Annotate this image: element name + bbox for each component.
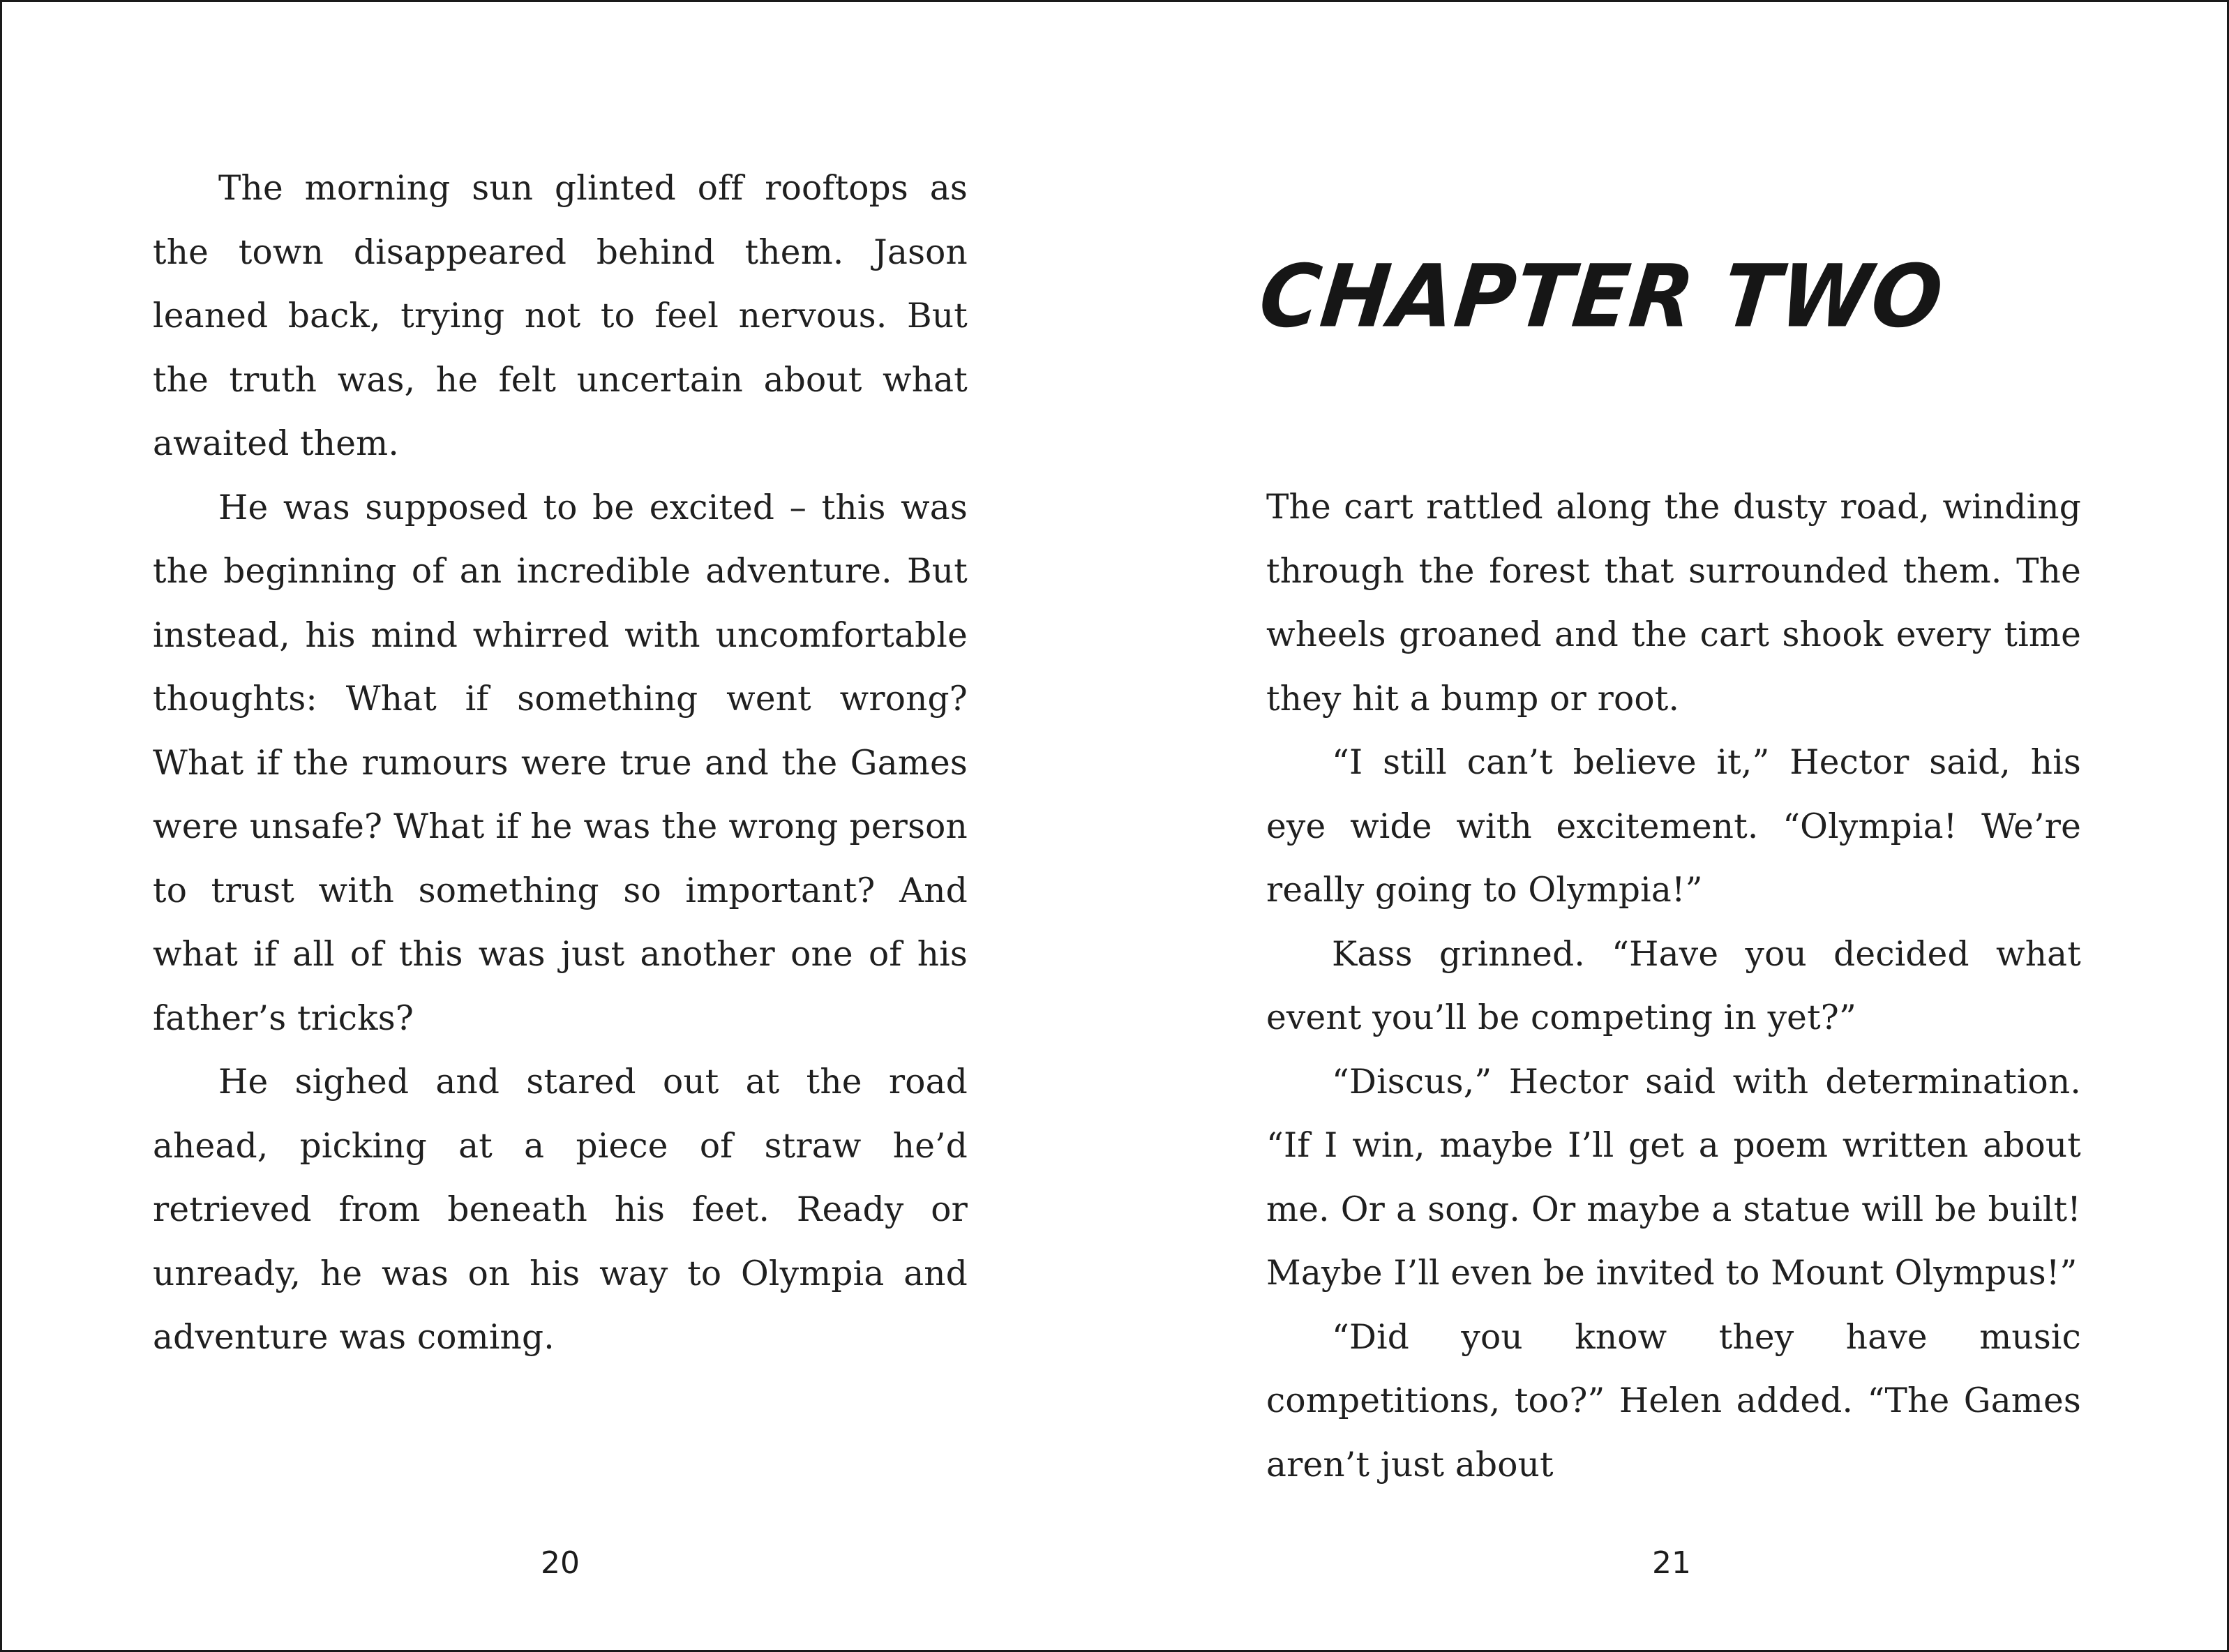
paragraph: The cart rattled along the dusty road, winding through the forest that surrounded them. The wheels groaned and the cart shook every time they hit a bump or root.: [1266, 488, 2081, 719]
chapter-title: CHAPTER TWO: [1254, 246, 1949, 347]
paragraph: “Did you know they have music competitions, too?” Helen added. “The Games aren’t just about: [1266, 1317, 2081, 1485]
paragraph: “I still can’t believe it,” Hector said, his eye wide with excitement. “Olympia! We’re really going to Olympia!”: [1266, 743, 2081, 910]
paragraph: He sighed and stared out at the road ahead, picking at a piece of straw he’d retrieved from beneath his feet. Ready or unready, he was on his way to Olympia and adventure was coming.: [153, 1062, 968, 1357]
paragraph: “Discus,” Hector said with determination. “If I win, maybe I’ll get a poem written about me. Or a song. Or maybe a statue will be built! Maybe I’ll even be invited to Mount Olympus!”: [1266, 1062, 2081, 1293]
paragraph: He was supposed to be excited – this was the beginning of an incredible adventure. But instead, his mind whirred with uncomfortable thoughts: What if something went wrong? What if the rumours were true and the Games were unsafe? What if he was the wrong person to trust with something so important? And what if all of this was just another one of his father’s tricks?: [153, 488, 968, 1038]
right-page: [1116, 2, 2229, 1650]
left-page: [2, 2, 1116, 1650]
left-page-body: [153, 157, 968, 1370]
paragraph: Kass grinned. “Have you decided what event you’ll be competing in yet?”: [1266, 934, 2081, 1037]
page-number-left: 20: [541, 1545, 580, 1581]
right-page-body: [1266, 476, 2081, 1497]
paragraph: The morning sun glinted off rooftops as the town disappeared behind them. Jason leaned back, trying not to feel nervous. But the truth was, he felt uncertain about what awaited them.: [153, 169, 968, 463]
page-number-right: 21: [1652, 1545, 1691, 1581]
